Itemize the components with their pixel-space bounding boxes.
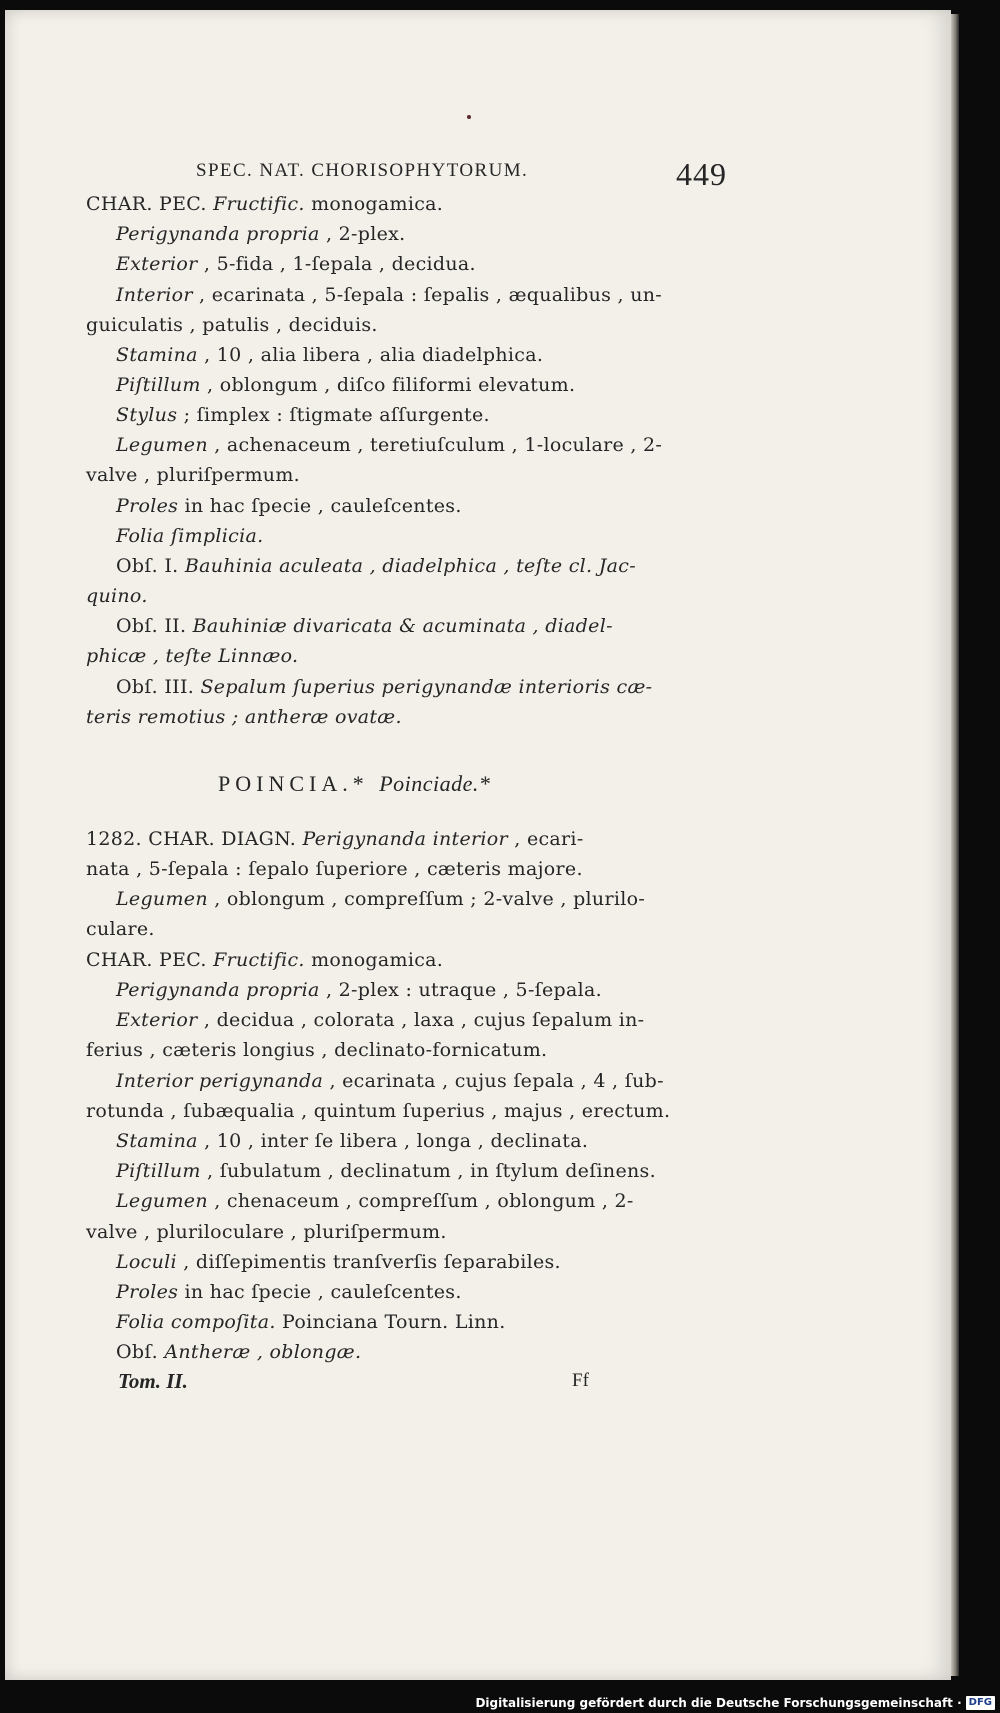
text-line xyxy=(86,827,584,851)
text-line xyxy=(116,343,543,367)
roman-text: CHAR. PEC. xyxy=(86,193,214,215)
page-edge xyxy=(951,14,959,1676)
text-line xyxy=(116,1280,462,1304)
italic-text: Stamina xyxy=(116,1130,198,1152)
credit-text: Digitalisierung gefördert durch die Deutsche Forschungsgemeinschaft · xyxy=(475,1696,962,1710)
roman-text: , ecarinata , 5-ſepala : ſepalis , æqualibus , un- xyxy=(192,284,662,306)
roman-text: , diſſepimentis tranſverſis ſeparabiles. xyxy=(176,1251,561,1273)
italic-text: Exterior xyxy=(116,1009,198,1031)
roman-text: Obſ. III. xyxy=(116,676,201,698)
text-line xyxy=(116,373,575,397)
italic-text: Perigynanda propria xyxy=(116,979,320,1001)
italic-text: Perigynanda propria xyxy=(116,223,320,245)
italic-text: Folia compoſita. xyxy=(116,1311,276,1333)
text-line xyxy=(86,644,298,668)
italic-text: Legumen xyxy=(116,888,208,910)
text-line xyxy=(116,554,636,578)
roman-text: monogamica. xyxy=(304,949,444,971)
text-line xyxy=(116,433,662,457)
digitization-credit xyxy=(475,1696,995,1710)
roman-text: culare. xyxy=(86,918,155,940)
roman-text: in hac ſpecie , cauleſcentes. xyxy=(178,1281,462,1303)
roman-text: , 10 , inter ſe libera , longa , declinata. xyxy=(197,1130,589,1152)
text-line xyxy=(116,1129,588,1153)
italic-text: Piſtillum xyxy=(116,374,201,396)
roman-text: , 2-plex. xyxy=(319,223,406,245)
roman-text: 1282. CHAR. DIAGN. xyxy=(86,828,303,850)
italic-text: Sepalum ſuperius perigynandæ interioris cæ- xyxy=(200,676,653,698)
text-line xyxy=(86,463,300,487)
text-line xyxy=(86,948,443,972)
roman-text: , achenaceum , teretiuſculum , 1-loculare , 2- xyxy=(207,434,663,456)
roman-text: in hac ſpecie , cauleſcentes. xyxy=(178,495,462,517)
section-title-latin: POINCIA.* xyxy=(218,771,369,796)
text-line xyxy=(86,584,148,608)
roman-text: , decidua , colorata , laxa , cujus ſepalum in- xyxy=(197,1009,645,1031)
italic-text: Perigynanda interior xyxy=(302,828,508,850)
roman-text: , ſubulatum , declinatum , in ſtylum deſinens. xyxy=(200,1160,656,1182)
text-line xyxy=(86,1038,547,1062)
italic-text: Proles xyxy=(116,495,179,517)
ink-spot xyxy=(467,115,471,119)
roman-text: , 10 , alia libera , alia diadelphica. xyxy=(197,344,544,366)
text-line xyxy=(86,313,378,337)
text-line xyxy=(116,1069,664,1093)
italic-text: Fructific. xyxy=(213,193,305,215)
roman-text: Obſ. I. xyxy=(116,555,185,577)
roman-text: ferius , cæteris longius , declinato-fornicatum. xyxy=(86,1039,548,1061)
italic-text: Legumen xyxy=(116,434,208,456)
text-line xyxy=(116,675,652,699)
text-line xyxy=(116,252,476,276)
italic-text: Proles xyxy=(116,1281,179,1303)
italic-text: Stylus xyxy=(116,404,178,426)
italic-text: Bauhinia aculeata , diadelphica , teſte cl. Jac- xyxy=(184,555,636,577)
roman-text: ; ſimplex : ſtigmate aſſurgente. xyxy=(177,404,490,426)
text-line xyxy=(116,1310,506,1334)
italic-text: Interior xyxy=(116,284,193,306)
text-line xyxy=(86,857,583,881)
volume-mark: Tom. II. xyxy=(118,1369,188,1393)
text-line xyxy=(116,1008,644,1032)
italic-text: Exterior xyxy=(116,253,198,275)
roman-text: CHAR. PEC. xyxy=(86,949,214,971)
signature-mark: Ff xyxy=(572,1370,589,1391)
text-line xyxy=(86,917,155,941)
text-line xyxy=(116,1340,361,1364)
italic-text: Legumen xyxy=(116,1190,208,1212)
roman-text: , 2-plex : utraque , 5-ſepala. xyxy=(319,979,602,1001)
text-line xyxy=(86,192,443,216)
italic-text: Antheræ , oblongæ. xyxy=(164,1341,362,1363)
italic-text: Piſtillum xyxy=(116,1160,201,1182)
text-line xyxy=(116,222,405,246)
text-line xyxy=(116,403,490,427)
italic-text: teris remotius ; antheræ ovatæ. xyxy=(86,706,402,728)
roman-text: guiculatis , patulis , deciduis. xyxy=(86,314,378,336)
text-line xyxy=(116,887,645,911)
italic-text: Stamina xyxy=(116,344,198,366)
roman-text: , 5-fida , 1-ſepala , decidua. xyxy=(197,253,476,275)
roman-text: rotunda , ſubæqualia , quintum ſuperius , majus , erectum. xyxy=(86,1100,671,1122)
section-title-french: Poinciade.* xyxy=(379,771,491,796)
italic-text: Bauhiniæ divaricata & acuminata , diadel- xyxy=(192,615,613,637)
roman-text: valve , pluriloculare , pluriſpermum. xyxy=(86,1221,447,1243)
roman-text: , ecarinata , cujus ſepala , 4 , ſub- xyxy=(323,1070,664,1092)
page-number: 449 xyxy=(676,156,727,192)
text-line xyxy=(86,1220,447,1244)
text-line xyxy=(116,614,613,638)
text-line xyxy=(116,1159,656,1183)
italic-text: Interior perigynanda xyxy=(116,1070,324,1092)
italic-text: phicæ , teſte Linnæo. xyxy=(86,645,299,667)
text-line xyxy=(116,524,263,548)
running-title: SPEC. NAT. CHORISOPHYTORUM. xyxy=(196,160,529,181)
roman-text: nata , 5-ſepala : ſepalo ſuperiore , cæteris majore. xyxy=(86,858,583,880)
text-line xyxy=(116,978,602,1002)
section-title xyxy=(218,771,490,797)
text-line xyxy=(116,494,462,518)
italic-text: Folia ſimplicia. xyxy=(116,525,264,547)
text-line xyxy=(116,1250,561,1274)
dfg-logo: DFG xyxy=(966,1696,995,1710)
text-line xyxy=(86,705,402,729)
roman-text: monogamica. xyxy=(304,193,444,215)
roman-text: Obſ. xyxy=(116,1341,165,1363)
text-line xyxy=(116,1189,634,1213)
italic-text: Fructific. xyxy=(213,949,305,971)
text-line xyxy=(86,1099,670,1123)
roman-text: , oblongum , compreſſum ; 2-valve , plurilo- xyxy=(207,888,646,910)
roman-text: valve , pluriſpermum. xyxy=(86,464,301,486)
roman-text: Poinciana Tourn. Linn. xyxy=(275,1311,506,1333)
roman-text: , oblongum , diſco filiformi elevatum. xyxy=(200,374,576,396)
roman-text: , chenaceum , compreſſum , oblongum , 2- xyxy=(207,1190,634,1212)
text-line xyxy=(116,283,662,307)
roman-text: Obſ. II. xyxy=(116,615,193,637)
italic-text: quino. xyxy=(86,585,148,607)
roman-text: , ecari- xyxy=(507,828,584,850)
italic-text: Loculi xyxy=(116,1251,177,1273)
